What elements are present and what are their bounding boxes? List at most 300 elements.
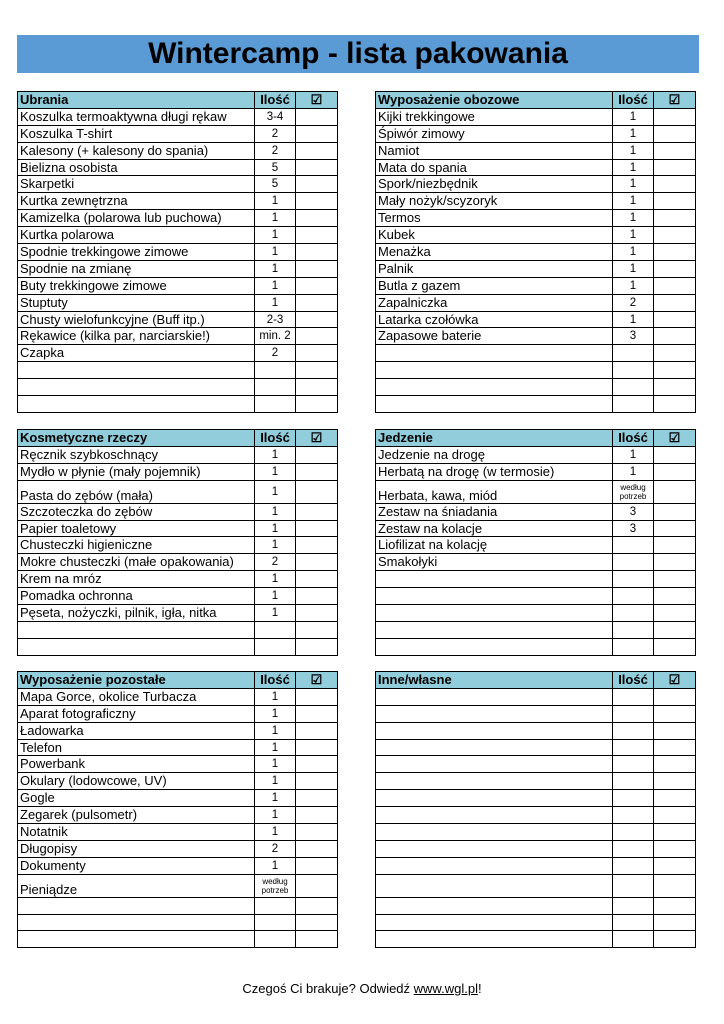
item-qty <box>255 362 296 379</box>
table-row <box>18 773 338 790</box>
item-checkbox[interactable] <box>296 571 338 588</box>
table-row <box>376 260 696 277</box>
table-row <box>376 897 696 914</box>
table-row <box>18 537 338 554</box>
item-checkbox[interactable] <box>654 857 696 874</box>
item-name <box>376 756 613 773</box>
footer-link[interactable]: www.wgl.pl <box>413 981 478 996</box>
item-checkbox[interactable] <box>654 931 696 948</box>
item-checkbox[interactable] <box>654 638 696 655</box>
item-name: Mały nożyk/scyzoryk <box>376 193 613 210</box>
item-checkbox[interactable] <box>654 210 696 227</box>
item-name: Chusteczki higieniczne <box>18 537 255 554</box>
table-row <box>376 193 696 210</box>
item-qty <box>613 840 654 857</box>
item-checkbox[interactable] <box>296 159 338 176</box>
check-box-icon: ☑ <box>668 429 681 445</box>
item-qty <box>613 688 654 705</box>
item-checkbox[interactable] <box>654 176 696 193</box>
item-checkbox[interactable] <box>296 705 338 722</box>
item-name: Czapka <box>18 345 255 362</box>
item-qty: min. 2 <box>255 328 296 345</box>
item-checkbox[interactable] <box>296 142 338 159</box>
item-checkbox[interactable] <box>296 108 338 125</box>
item-name: Mokre chusteczki (małe opakowania) <box>18 554 255 571</box>
item-name: Namiot <box>376 142 613 159</box>
item-qty: 2 <box>255 125 296 142</box>
table-row <box>18 480 338 503</box>
table-row <box>18 210 338 227</box>
section-inne <box>375 671 696 948</box>
table-row <box>18 328 338 345</box>
item-checkbox[interactable] <box>654 790 696 807</box>
item-name: Koszulka T-shirt <box>18 125 255 142</box>
table-row <box>376 554 696 571</box>
item-qty: 1 <box>255 446 296 463</box>
item-checkbox[interactable] <box>296 210 338 227</box>
item-checkbox[interactable] <box>296 638 338 655</box>
table-row <box>376 739 696 756</box>
item-checkbox[interactable] <box>296 688 338 705</box>
item-qty: 1 <box>255 537 296 554</box>
table-row <box>18 722 338 739</box>
table-row <box>18 824 338 841</box>
check-header <box>654 430 696 447</box>
item-name: Zegarek (pulsometr) <box>18 807 255 824</box>
table-row <box>18 807 338 824</box>
item-checkbox[interactable] <box>654 227 696 244</box>
item-qty: 1 <box>255 244 296 261</box>
item-qty <box>613 756 654 773</box>
item-name <box>18 362 255 379</box>
item-checkbox[interactable] <box>296 446 338 463</box>
item-checkbox[interactable] <box>296 790 338 807</box>
item-qty: 1 <box>255 739 296 756</box>
item-checkbox[interactable] <box>654 621 696 638</box>
item-qty <box>613 638 654 655</box>
item-name: Ręcznik szybkoschnący <box>18 446 255 463</box>
item-qty: 1 <box>613 193 654 210</box>
item-checkbox[interactable] <box>296 739 338 756</box>
item-checkbox[interactable] <box>654 807 696 824</box>
item-checkbox[interactable] <box>654 345 696 362</box>
item-qty: 1 <box>255 688 296 705</box>
check-box-icon: ☑ <box>310 671 323 687</box>
table-row <box>18 790 338 807</box>
item-name: Spodnie na zmianę <box>18 260 255 277</box>
item-checkbox[interactable] <box>296 722 338 739</box>
item-qty: 1 <box>255 705 296 722</box>
item-name <box>376 688 613 705</box>
item-qty: 3 <box>613 328 654 345</box>
item-name: Pasta do zębów (mała) <box>18 480 255 503</box>
table-row <box>376 480 696 503</box>
item-qty: 1 <box>613 159 654 176</box>
item-qty: 1 <box>613 176 654 193</box>
item-name <box>376 840 613 857</box>
item-name: Skarpetki <box>18 176 255 193</box>
item-checkbox[interactable] <box>654 605 696 622</box>
table-row <box>376 790 696 807</box>
item-qty <box>255 396 296 413</box>
item-checkbox[interactable] <box>654 503 696 520</box>
item-qty: 2 <box>613 294 654 311</box>
item-qty: 1 <box>613 260 654 277</box>
item-qty: 1 <box>255 503 296 520</box>
item-name: Zestaw na kolacje <box>376 520 613 537</box>
item-checkbox[interactable] <box>654 480 696 503</box>
item-checkbox[interactable] <box>654 328 696 345</box>
item-checkbox[interactable] <box>654 739 696 756</box>
item-name: Notatnik <box>18 824 255 841</box>
item-name <box>18 931 255 948</box>
item-checkbox[interactable] <box>296 897 338 914</box>
table-row <box>376 396 696 413</box>
item-qty <box>613 537 654 554</box>
item-checkbox[interactable] <box>296 931 338 948</box>
item-name: Kijki trekkingowe <box>376 108 613 125</box>
item-name: Kamizelka (polarowa lub puchowa) <box>18 210 255 227</box>
item-name: Papier toaletowy <box>18 520 255 537</box>
item-checkbox[interactable] <box>296 588 338 605</box>
item-checkbox[interactable] <box>654 294 696 311</box>
item-checkbox[interactable] <box>296 227 338 244</box>
table-row <box>376 463 696 480</box>
item-qty <box>613 621 654 638</box>
item-name: Smakołyki <box>376 554 613 571</box>
item-name: Gogle <box>18 790 255 807</box>
item-checkbox[interactable] <box>296 914 338 931</box>
item-qty <box>613 824 654 841</box>
item-qty <box>613 396 654 413</box>
table-row <box>376 773 696 790</box>
item-qty <box>613 739 654 756</box>
item-name: Pieniądze <box>18 874 255 897</box>
table-row <box>18 571 338 588</box>
item-checkbox[interactable] <box>654 108 696 125</box>
item-checkbox[interactable] <box>654 379 696 396</box>
item-name: Okulary (lodowcowe, UV) <box>18 773 255 790</box>
item-checkbox[interactable] <box>654 914 696 931</box>
item-checkbox[interactable] <box>654 840 696 857</box>
table-row <box>376 722 696 739</box>
table-row <box>376 379 696 396</box>
item-qty: 1 <box>255 824 296 841</box>
table-row <box>376 159 696 176</box>
item-name <box>18 621 255 638</box>
table-row <box>18 914 338 931</box>
item-qty: 2 <box>255 345 296 362</box>
item-checkbox[interactable] <box>296 277 338 294</box>
item-qty <box>255 914 296 931</box>
item-checkbox[interactable] <box>654 588 696 605</box>
item-checkbox[interactable] <box>654 897 696 914</box>
item-name: Zestaw na śniadania <box>376 503 613 520</box>
table-row <box>376 688 696 705</box>
title-bar <box>17 35 699 73</box>
item-checkbox[interactable] <box>296 857 338 874</box>
item-checkbox[interactable] <box>296 176 338 193</box>
item-name <box>18 396 255 413</box>
item-checkbox[interactable] <box>296 537 338 554</box>
item-qty: 1 <box>255 807 296 824</box>
item-qty <box>255 638 296 655</box>
section-header: Inne/własne <box>376 672 613 689</box>
table-row <box>376 210 696 227</box>
item-checkbox[interactable] <box>654 874 696 897</box>
section-kosmetyczne <box>17 429 338 656</box>
item-checkbox[interactable] <box>296 345 338 362</box>
qty-header: Ilość <box>613 430 654 447</box>
item-checkbox[interactable] <box>296 328 338 345</box>
qty-header: Ilość <box>255 92 296 109</box>
table-row <box>376 328 696 345</box>
table-row <box>18 446 338 463</box>
item-checkbox[interactable] <box>296 193 338 210</box>
table-row <box>376 588 696 605</box>
item-name <box>376 705 613 722</box>
item-checkbox[interactable] <box>296 807 338 824</box>
item-qty: według potrzeb <box>255 874 296 897</box>
item-checkbox[interactable] <box>296 244 338 261</box>
table-row <box>18 705 338 722</box>
qty-header: Ilość <box>613 672 654 689</box>
item-name: Herbatą na drogę (w termosie) <box>376 463 613 480</box>
item-name: Herbata, kawa, miód <box>376 480 613 503</box>
item-checkbox[interactable] <box>654 756 696 773</box>
item-qty: 1 <box>613 244 654 261</box>
item-checkbox[interactable] <box>654 705 696 722</box>
item-checkbox[interactable] <box>654 125 696 142</box>
item-qty: według potrzeb <box>613 480 654 503</box>
table-row <box>18 227 338 244</box>
item-name: Długopisy <box>18 840 255 857</box>
item-checkbox[interactable] <box>296 379 338 396</box>
item-qty: 3-4 <box>255 108 296 125</box>
item-checkbox[interactable] <box>296 362 338 379</box>
item-name: Latarka czołówka <box>376 311 613 328</box>
item-checkbox[interactable] <box>296 874 338 897</box>
table-row <box>376 638 696 655</box>
item-checkbox[interactable] <box>296 756 338 773</box>
qty-header: Ilość <box>255 430 296 447</box>
table-row <box>18 294 338 311</box>
item-name <box>376 396 613 413</box>
table-row <box>376 125 696 142</box>
item-checkbox[interactable] <box>296 621 338 638</box>
table-row <box>376 142 696 159</box>
item-checkbox[interactable] <box>654 260 696 277</box>
table-row <box>376 446 696 463</box>
section-header: Wyposażenie obozowe <box>376 92 613 109</box>
item-checkbox[interactable] <box>654 142 696 159</box>
section-jedzenie <box>375 429 696 656</box>
table-row <box>18 621 338 638</box>
item-checkbox[interactable] <box>296 294 338 311</box>
table-row <box>18 605 338 622</box>
item-name: Koszulka termoaktywna długi rękaw <box>18 108 255 125</box>
page-title: Wintercamp - lista pakowania <box>148 37 568 70</box>
item-name: Pomadka ochronna <box>18 588 255 605</box>
item-name <box>18 897 255 914</box>
item-checkbox[interactable] <box>296 125 338 142</box>
item-qty <box>613 931 654 948</box>
item-name: Pęseta, nożyczki, pilnik, igła, nitka <box>18 605 255 622</box>
item-qty: 1 <box>255 227 296 244</box>
item-qty <box>613 345 654 362</box>
check-box-icon: ☑ <box>668 671 681 687</box>
item-qty: 2-3 <box>255 311 296 328</box>
item-checkbox[interactable] <box>654 571 696 588</box>
table-row <box>376 227 696 244</box>
table-row <box>18 379 338 396</box>
item-name: Chusty wielofunkcyjne (Buff itp.) <box>18 311 255 328</box>
footer <box>0 981 724 996</box>
item-checkbox[interactable] <box>296 773 338 790</box>
item-checkbox[interactable] <box>296 480 338 503</box>
table-row <box>18 142 338 159</box>
item-checkbox[interactable] <box>296 824 338 841</box>
item-name: Zapasowe baterie <box>376 328 613 345</box>
table-row <box>18 520 338 537</box>
item-qty: 1 <box>613 311 654 328</box>
section-wyposazenie-obozowe <box>375 91 696 413</box>
table-row <box>18 463 338 480</box>
item-checkbox[interactable] <box>296 463 338 480</box>
table-row <box>18 756 338 773</box>
table-row <box>376 756 696 773</box>
section-ubrania <box>17 91 338 413</box>
item-qty: 5 <box>255 159 296 176</box>
item-qty: 2 <box>255 554 296 571</box>
item-qty: 5 <box>255 176 296 193</box>
item-name: Mydło w płynie (mały pojemnik) <box>18 463 255 480</box>
item-checkbox[interactable] <box>654 773 696 790</box>
item-qty: 1 <box>255 571 296 588</box>
table-row <box>376 705 696 722</box>
item-qty: 1 <box>255 193 296 210</box>
table-row <box>376 571 696 588</box>
item-name: Zapalniczka <box>376 294 613 311</box>
table-row <box>18 345 338 362</box>
item-qty: 1 <box>255 463 296 480</box>
item-qty: 1 <box>255 277 296 294</box>
table-row <box>376 362 696 379</box>
item-checkbox[interactable] <box>296 554 338 571</box>
item-checkbox[interactable] <box>296 520 338 537</box>
table-row <box>376 345 696 362</box>
table-row <box>18 739 338 756</box>
item-name <box>376 931 613 948</box>
item-checkbox[interactable] <box>654 244 696 261</box>
item-checkbox[interactable] <box>654 554 696 571</box>
item-qty <box>613 914 654 931</box>
item-name: Spodnie trekkingowe zimowe <box>18 244 255 261</box>
item-name: Bielizna osobista <box>18 159 255 176</box>
item-checkbox[interactable] <box>296 503 338 520</box>
item-name: Powerbank <box>18 756 255 773</box>
item-qty <box>613 722 654 739</box>
item-name: Dokumenty <box>18 857 255 874</box>
item-checkbox[interactable] <box>296 260 338 277</box>
item-name: Termos <box>376 210 613 227</box>
item-name: Menażka <box>376 244 613 261</box>
item-qty <box>613 554 654 571</box>
item-name: Kurtka polarowa <box>18 227 255 244</box>
item-qty: 3 <box>613 520 654 537</box>
item-checkbox[interactable] <box>654 463 696 480</box>
item-qty: 2 <box>255 840 296 857</box>
table-row <box>18 688 338 705</box>
item-qty: 1 <box>255 588 296 605</box>
item-checkbox[interactable] <box>654 193 696 210</box>
check-box-icon: ☑ <box>310 429 323 445</box>
item-checkbox[interactable] <box>654 520 696 537</box>
item-checkbox[interactable] <box>654 824 696 841</box>
item-checkbox[interactable] <box>654 362 696 379</box>
item-name: Kubek <box>376 227 613 244</box>
table-row <box>376 294 696 311</box>
item-checkbox[interactable] <box>654 446 696 463</box>
table-row <box>18 897 338 914</box>
item-checkbox[interactable] <box>296 396 338 413</box>
section-header: Wyposażenie pozostałe <box>18 672 255 689</box>
item-checkbox[interactable] <box>654 311 696 328</box>
item-checkbox[interactable] <box>296 605 338 622</box>
item-qty: 3 <box>613 503 654 520</box>
item-checkbox[interactable] <box>654 537 696 554</box>
table-row <box>376 277 696 294</box>
table-row <box>376 108 696 125</box>
item-checkbox[interactable] <box>296 311 338 328</box>
item-qty <box>613 807 654 824</box>
item-name <box>376 739 613 756</box>
item-qty <box>613 790 654 807</box>
item-checkbox[interactable] <box>654 722 696 739</box>
item-checkbox[interactable] <box>654 688 696 705</box>
item-name <box>18 914 255 931</box>
item-qty: 1 <box>613 446 654 463</box>
item-qty: 1 <box>255 722 296 739</box>
section-header: Kosmetyczne rzeczy <box>18 430 255 447</box>
table-row <box>376 537 696 554</box>
item-qty: 1 <box>613 108 654 125</box>
table-row <box>18 159 338 176</box>
item-qty <box>613 588 654 605</box>
table-row <box>18 108 338 125</box>
table-row <box>18 396 338 413</box>
check-box-icon: ☑ <box>668 91 681 107</box>
qty-header: Ilość <box>613 92 654 109</box>
check-header <box>296 430 338 447</box>
item-qty: 1 <box>613 277 654 294</box>
table-row <box>376 824 696 841</box>
item-qty: 1 <box>255 294 296 311</box>
table-row <box>376 621 696 638</box>
item-name <box>376 638 613 655</box>
item-name: Butla z gazem <box>376 277 613 294</box>
item-checkbox[interactable] <box>654 159 696 176</box>
item-name <box>376 345 613 362</box>
table-row <box>18 554 338 571</box>
item-checkbox[interactable] <box>654 277 696 294</box>
table-row <box>18 857 338 874</box>
item-checkbox[interactable] <box>296 840 338 857</box>
item-name <box>376 588 613 605</box>
item-name: Mapa Gorce, okolice Turbacza <box>18 688 255 705</box>
item-name: Telefon <box>18 739 255 756</box>
item-checkbox[interactable] <box>654 396 696 413</box>
